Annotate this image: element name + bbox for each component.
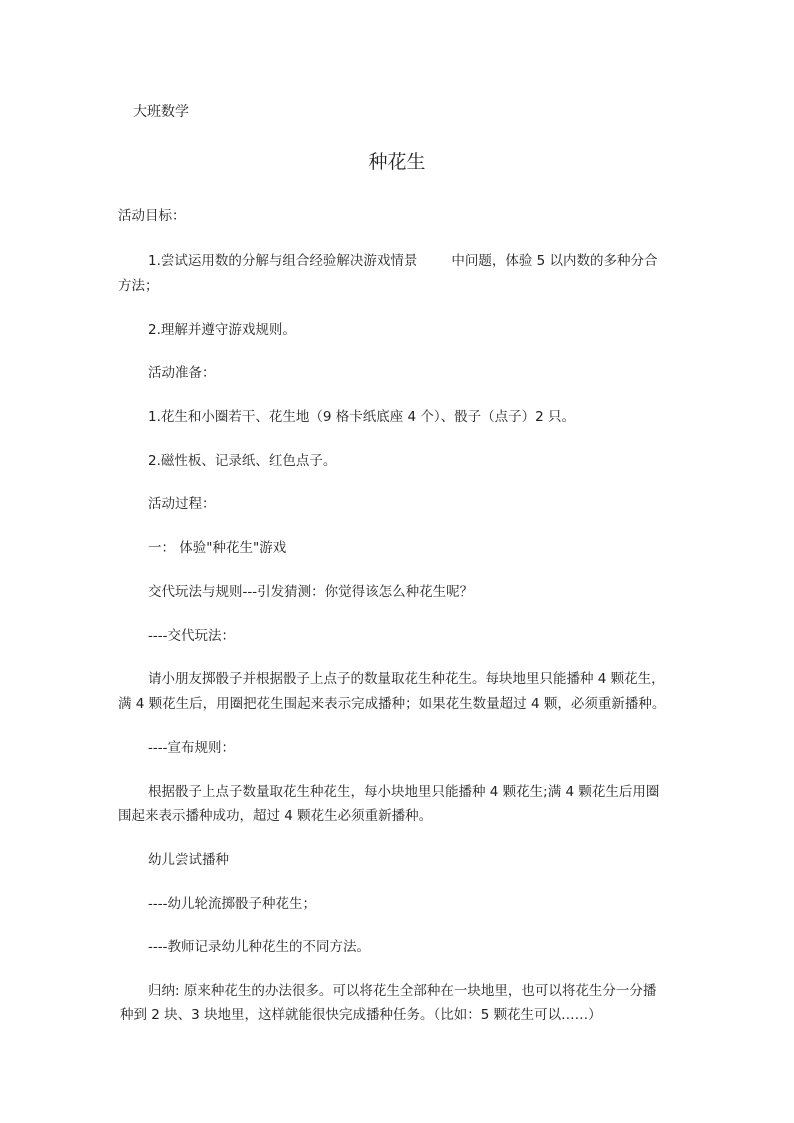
summary-line-1: 归纳: 原来种花生的办法很多。可以将花生全部种在一块地里，也可以将花生分一分播 bbox=[148, 983, 657, 999]
goals-heading: 活动目标： bbox=[118, 208, 186, 224]
goal-item-1-part2: 中问题，体验 5 以内数的多种分合 bbox=[451, 253, 658, 269]
rules-line-2: 围起来表示播种成功，超过 4 颗花生必须重新播种。 bbox=[118, 808, 433, 824]
try-heading: 幼儿尝试播种 bbox=[148, 852, 229, 868]
goal-item-2: 2.理解并遵守游戏规则。 bbox=[148, 322, 296, 338]
play-heading: ----交代玩法： bbox=[148, 628, 235, 644]
rules-line-1: 根据骰子上点子数量取花生种花生，每小块地里只能播种 4 颗花生;满 4 颗花生后用圈 bbox=[148, 784, 660, 800]
process-heading: 活动过程： bbox=[148, 496, 216, 512]
goal-item-1-continued: 方法； bbox=[118, 278, 159, 294]
goal-item-1 bbox=[148, 251, 658, 271]
summary-line-2: 种到 2 块、3 块地里，这样就能很快完成播种任务。（比如：5 颗花生可以……） bbox=[120, 1007, 602, 1023]
page-title: 种花生 bbox=[368, 151, 426, 173]
try-item-1: ----幼儿轮流掷骰子种花生； bbox=[148, 896, 316, 912]
goal-item-1-part1: 1.尝试运用数的分解与组合经验解决游戏情景 bbox=[148, 253, 418, 269]
preparation-heading: 活动准备： bbox=[148, 365, 216, 381]
header-label: 大班数学 bbox=[133, 104, 189, 120]
play-line-1: 请小朋友掷骰子并根据骰子上点子的数量取花生种花生。每块地里只能播种 4 颗花生， bbox=[148, 671, 665, 687]
preparation-item-1: 1.花生和小圈若干、花生地（9 格卡纸底座 4 个）、骰子（点子）2 只。 bbox=[148, 409, 576, 425]
try-item-2: ----教师记录幼儿种花生的不同方法。 bbox=[148, 939, 370, 955]
play-line-2: 满 4 颗花生后，用圈把花生围起来表示完成播种；如果花生数量超过 4 颗，必须重新播种。 bbox=[118, 696, 666, 712]
process-explain: 交代玩法与规则---引发猜测：你觉得该怎么种花生呢？ bbox=[148, 584, 474, 600]
preparation-item-2: 2.磁性板、记录纸、红色点子。 bbox=[148, 453, 337, 469]
process-step-1: 一： 体验"种花生"游戏 bbox=[148, 540, 287, 556]
rules-heading: ----宣布规则： bbox=[148, 740, 235, 756]
